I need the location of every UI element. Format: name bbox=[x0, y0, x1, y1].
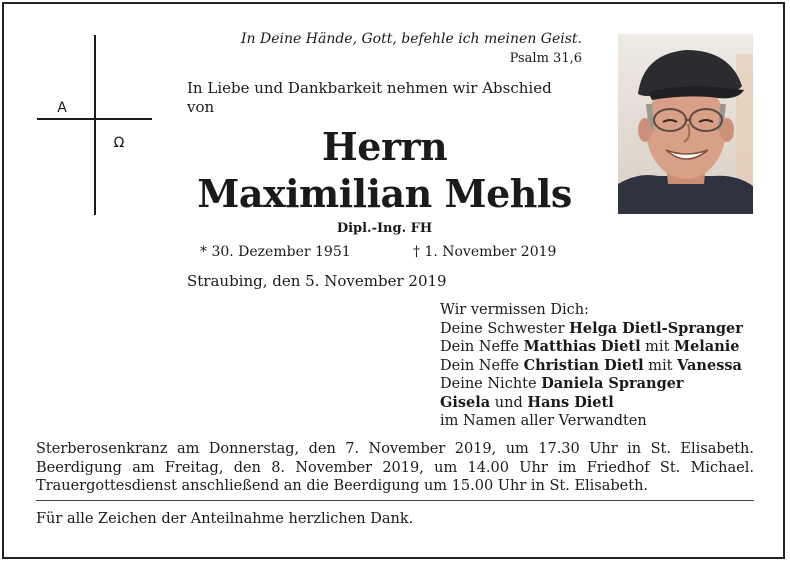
academic-degree: Dipl.-Ing. FH bbox=[336, 221, 433, 236]
mourner-line: Dein Neffe Matthias Dietl mit Melanie bbox=[440, 338, 740, 355]
alpha-letter: A bbox=[57, 100, 67, 116]
thanks-note: Für alle Zeichen der Anteilnahme herzlichen Dank. bbox=[36, 511, 414, 527]
cross-alpha-omega-icon bbox=[32, 30, 162, 220]
omega-letter: Ω bbox=[113, 135, 125, 151]
mourners-block bbox=[440, 301, 743, 431]
deceased-name: Maximilian Mehls bbox=[197, 171, 572, 216]
intro-line-2: von bbox=[187, 98, 215, 116]
service-line: Sterberosenkranz am Donnerstag, den 7. November 2019, um 17.30 Uhr in St. Elisabeth. bbox=[36, 441, 754, 457]
mourner-line: Deine Nichte Daniela Spranger bbox=[440, 375, 684, 392]
intro-line-1: In Liebe und Dankbarkeit nehmen wir Abschied bbox=[187, 79, 552, 97]
service-details bbox=[36, 440, 754, 496]
service-line: Trauergottesdienst anschließend an die Beerdigung um 15.00 Uhr in St. Elisabeth. bbox=[36, 478, 649, 494]
verse-source: Psalm 31,6 bbox=[509, 51, 582, 66]
bible-verse: In Deine Hände, Gott, befehle ich meinen Geist. bbox=[241, 31, 582, 47]
service-line: Beerdigung am Freitag, den 8. November 2019, um 14.00 Uhr im Friedhof St. Michael. bbox=[36, 459, 754, 476]
divider bbox=[36, 500, 754, 501]
portrait-photo bbox=[618, 34, 753, 214]
birth-date: * 30. Dezember 1951 bbox=[200, 244, 351, 260]
mourner-line: Deine Schwester Helga Dietl-Spranger bbox=[440, 319, 743, 337]
mourners-closing: im Namen aller Verwandten bbox=[440, 413, 647, 429]
death-date: † 1. November 2019 bbox=[413, 244, 557, 260]
place-and-date: Straubing, den 5. November 2019 bbox=[187, 272, 447, 290]
salutation: Herrn bbox=[321, 124, 448, 169]
intro-text bbox=[187, 79, 597, 117]
mourners-opening: Wir vermissen Dich: bbox=[440, 302, 589, 318]
mourner-line: Gisela und Hans Dietl bbox=[440, 393, 614, 411]
mourner-line: Dein Neffe Christian Dietl mit Vanessa bbox=[440, 356, 742, 374]
